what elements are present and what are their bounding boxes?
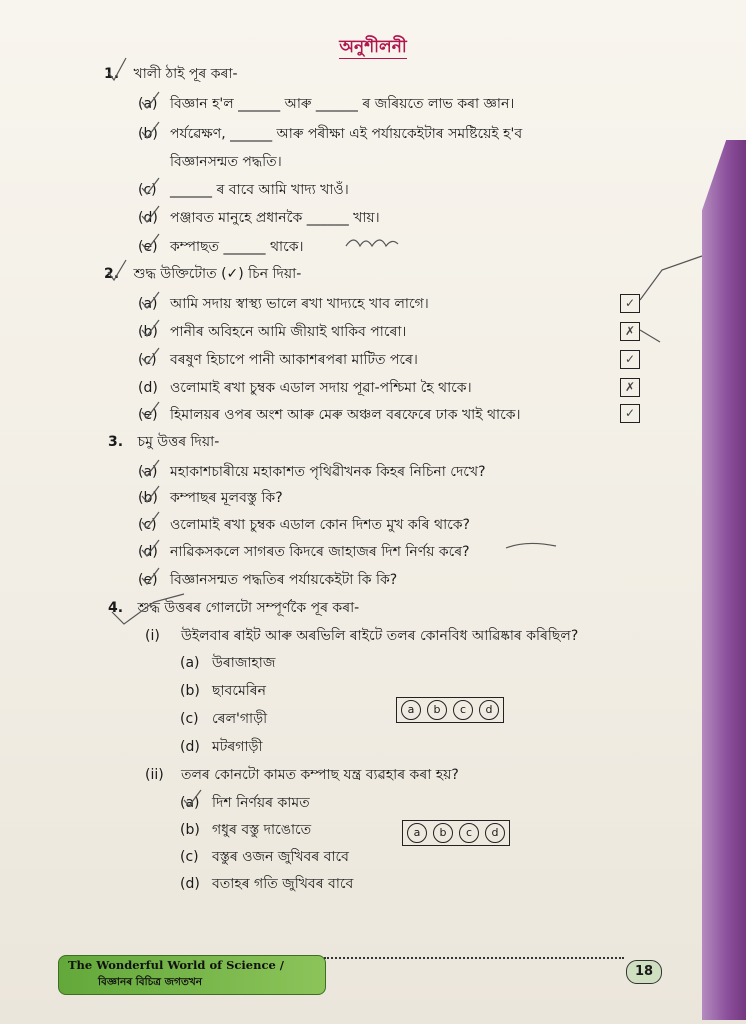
q3-opt-a: (a) (138, 464, 158, 480)
q3-text-d: নাৱিকসকলে সাগৰত কিদৰে জাহাজৰ দিশ নিৰ্ণয় কৰে? (170, 544, 470, 560)
tick-mark (108, 58, 126, 80)
q4-i-text: উইলবাৰ ৰাইট আৰু অৰভিলি ৰাইটে তলৰ কোনবিধ আৱিষ্কাৰ কৰিছিল? (181, 628, 579, 644)
q1-opt-c: (c) (138, 182, 157, 198)
q2-answer-box-a[interactable]: ✓ (620, 294, 640, 313)
q4-i-opt-b: (b) (180, 683, 200, 699)
footer-title-assamese: বিজ্ঞানৰ বিচিত্ৰ জগতখন (98, 976, 202, 988)
scribble-mark (506, 543, 556, 548)
q1-text-d: পঞ্জাবত মানুহে প্ৰধানকৈ ______ খায়। (170, 210, 380, 226)
q4-ii-text-b: গধুৰ বস্তু দাঙোতে (212, 822, 312, 838)
scribble-mark (346, 240, 398, 246)
page-title-text: অনুশীলনী (339, 37, 407, 57)
page-number: 18 (626, 960, 662, 984)
q4-ii-text: তলৰ কোনটো কামত কম্পাছ যন্ত্ৰ ব্যৱহাৰ কৰা হয়? (181, 767, 459, 783)
q4-title: শুদ্ধ উত্তৰৰ গোলটো সম্পূৰ্ণকৈ পূৰ কৰা- (137, 600, 360, 616)
q1-text-c: ______ ৰ বাবে আমি খাদ্য খাওঁ। (170, 182, 349, 198)
q2-opt-d: (d) (138, 380, 158, 396)
tick-mark (142, 92, 159, 108)
q1-text-b: পৰ্যৱেক্ষণ, ______ আৰু পৰীক্ষা এই পৰ্যায়কেইটাৰ সমষ্টিয়েই হ'ব (170, 126, 523, 142)
q3-text-c: ওলোমাই ৰখা চুম্বক এডাল কোন দিশত মুখ কৰি থাকে? (170, 517, 470, 533)
q2-opt-c: (c) (138, 352, 157, 368)
q4-i-text-d: মটৰগাড়ী (212, 739, 263, 755)
tick-mark (184, 790, 201, 806)
tick-mark (142, 234, 159, 250)
q3-opt-e: (e) (138, 572, 158, 588)
q1-opt-e: (e) (138, 239, 158, 255)
q3-opt-d: (d) (138, 544, 158, 560)
q4-ii-opt-d: (d) (180, 876, 200, 892)
q4-ii-opt-a: (a) (180, 795, 200, 811)
q1-opt-b: (b) (138, 126, 158, 142)
tick-mark (142, 568, 159, 584)
tick-mark (142, 540, 159, 556)
answer-circle-b[interactable]: b (427, 700, 447, 720)
footer-divider (324, 957, 624, 959)
q3-opt-c: (c) (138, 517, 157, 533)
q4-i-text-b: ছাবমেৰিন (212, 683, 266, 699)
q2-text-b: পানীৰ অবিহনে আমি জীয়াই থাকিব পাৰো। (170, 324, 407, 340)
q2-answer-box-e[interactable]: ✓ (620, 404, 640, 423)
tick-mark (108, 260, 126, 280)
q4-i-text-a: উৰাজাহাজ (212, 655, 276, 671)
q4-i-number: (i) (145, 628, 160, 644)
q3-text-a: মহাকাশচাৰীয়ে মহাকাশত পৃথিৱীখনক কিহৰ নিচিনা দেখে? (170, 464, 486, 480)
q1-title: খালী ঠাই পূৰ কৰা- (133, 66, 238, 82)
q4-i-opt-a: (a) (180, 655, 200, 671)
answer-circle-b[interactable]: b (433, 823, 453, 843)
q2-answer-box-b[interactable]: ✗ (620, 322, 640, 341)
tick-mark (142, 486, 159, 502)
tick-mark (142, 178, 159, 194)
tick-mark (142, 122, 159, 138)
q2-answer-box-d[interactable]: ✗ (620, 378, 640, 397)
answer-circle-c[interactable]: c (459, 823, 479, 843)
q4-ii-opt-c: (c) (180, 849, 199, 865)
tick-mark (142, 348, 159, 364)
tick-mark (142, 320, 159, 336)
q3-opt-b: (b) (138, 490, 158, 506)
tick-mark (142, 206, 159, 222)
q4-ii-text-c: বস্তুৰ ওজন জুখিবৰ বাবে (212, 849, 349, 865)
footer-title-english: The Wonderful World of Science / (68, 958, 284, 972)
q1-number: 1. (104, 66, 120, 82)
q1-opt-d: (d) (138, 210, 158, 226)
q1-text-e: কম্পাছত ______ থাকে। (170, 239, 304, 255)
tick-mark (142, 512, 159, 528)
q2-text-a: আমি সদায় স্বাস্থ্য ভালে ৰখা খাদ্যহে খাব লাগে। (170, 296, 429, 312)
q4-i-opt-d: (d) (180, 739, 200, 755)
q1-text-b-cont: বিজ্ঞানসন্মত পদ্ধতি। (170, 154, 282, 170)
answer-circle-d[interactable]: d (479, 700, 499, 720)
q2-text-c: বৰষুণ হিচাপে পানী আকাশৰপৰা মাটিত পৰে। (170, 352, 418, 368)
answer-circle-a[interactable]: a (407, 823, 427, 843)
q4-ii-number: (ii) (145, 767, 164, 783)
tick-mark (142, 402, 159, 418)
tick-mark (640, 330, 660, 342)
q2-text-d: ওলোমাই ৰখা চুম্বক এডাল সদায় পূৱা-পশ্চিমা হৈ থাকে। (170, 380, 472, 396)
q2-opt-a: (a) (138, 296, 158, 312)
answer-circle-a[interactable]: a (401, 700, 421, 720)
tick-mark (142, 292, 159, 308)
tick-mark (640, 256, 702, 300)
q4-number: 4. (108, 600, 124, 616)
q4-ii-text-d: বতাহৰ গতি জুখিবৰ বাবে (212, 876, 354, 892)
q1-opt-a: (a) (138, 96, 158, 112)
q4-ii-opt-b: (b) (180, 822, 200, 838)
q2-title: শুদ্ধ উক্তিটোত (✓) চিন দিয়া- (133, 266, 302, 282)
q3-title: চমু উত্তৰ দিয়া- (137, 434, 220, 450)
q4-i-opt-c: (c) (180, 711, 199, 727)
q4-i-text-c: ৰেল'গাড়ী (212, 711, 268, 727)
tick-mark (142, 460, 159, 476)
q2-text-e: হিমালয়ৰ ওপৰ অংশ আৰু মেৰু অঞ্চল বৰফেৰে ঢাক খাই থাকে। (170, 407, 521, 423)
q2-answer-box-c[interactable]: ✓ (620, 350, 640, 369)
q2-number: 2. (104, 266, 120, 282)
q3-text-e: বিজ্ঞানসন্মত পদ্ধতিৰ পৰ্যায়কেইটা কি কি? (170, 572, 398, 588)
tick-mark (112, 594, 184, 624)
answer-circle-c[interactable]: c (453, 700, 473, 720)
q4-ii-text-a: দিশ নিৰ্ণয়ৰ কামত (212, 795, 310, 811)
q1-text-a: বিজ্ঞান হ'ল ______ আৰু ______ ৰ জৰিয়তে লাভ কৰা জ্ঞান। (170, 96, 515, 112)
q3-number: 3. (108, 434, 124, 450)
q2-opt-b: (b) (138, 324, 158, 340)
q3-text-b: কম্পাছৰ মূলবস্তু কি? (170, 490, 283, 506)
answer-circle-d[interactable]: d (485, 823, 505, 843)
q2-opt-e: (e) (138, 407, 158, 423)
